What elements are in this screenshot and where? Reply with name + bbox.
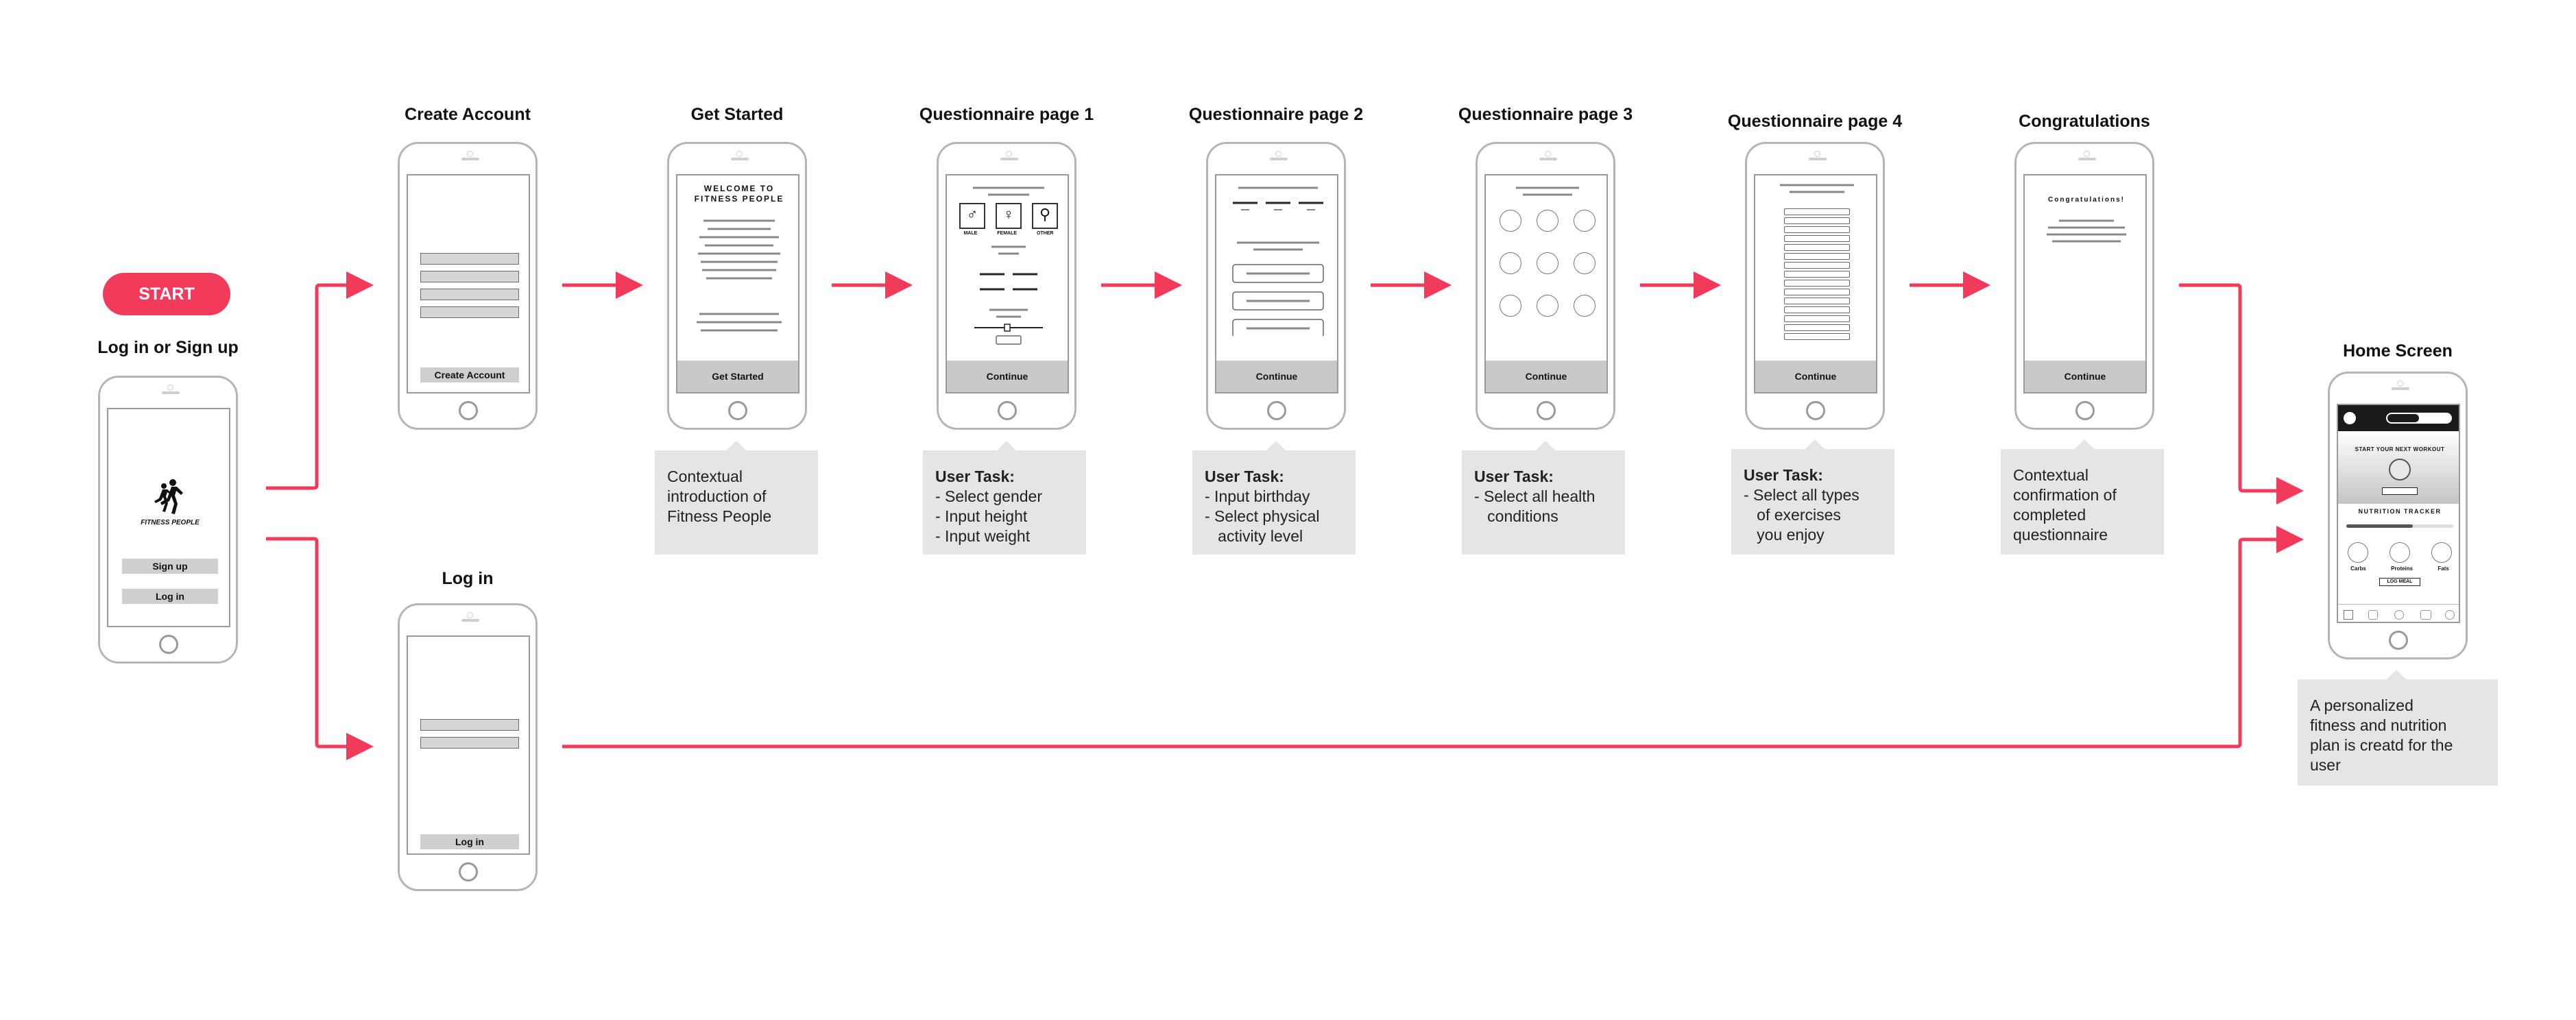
macro-label-carbs: Carbs — [2350, 566, 2366, 572]
male-option[interactable] — [959, 203, 985, 229]
home-top-bar — [2338, 405, 2460, 431]
macro-label-fats: Fats — [2437, 566, 2449, 572]
screen-title-q4: Questionnaire page 4 — [1727, 112, 1903, 131]
phone-get-started — [667, 142, 807, 430]
screen-title-get-started: Get Started — [690, 105, 784, 124]
congrats-heading: Congratulations! — [2048, 196, 2125, 204]
phone-home — [2328, 372, 2468, 659]
birthday-activity-inputs — [1223, 185, 1333, 336]
fats-ring — [2431, 542, 2452, 563]
q2-continue-button[interactable]: Continue — [1216, 361, 1337, 392]
mode-toggle[interactable] — [2386, 413, 2452, 424]
phone-q3 — [1476, 142, 1615, 430]
log-meal-button[interactable]: LOG MEAL — [2379, 578, 2420, 586]
bottom-nav — [2338, 604, 2460, 623]
proteins-ring — [2390, 542, 2410, 563]
note-q1: User Task: - Select gender - Input height - Input weight — [923, 450, 1086, 555]
carbs-ring — [2348, 542, 2368, 563]
congrats-continue-button[interactable]: Continue — [2025, 361, 2145, 392]
form-field[interactable] — [420, 271, 519, 282]
phone-q2 — [1206, 142, 1346, 430]
condition-option[interactable] — [1574, 295, 1596, 317]
condition-option[interactable] — [1574, 210, 1596, 232]
condition-option[interactable] — [1574, 252, 1596, 274]
exercise-option[interactable] — [1784, 271, 1850, 278]
progress-nav-icon[interactable] — [2420, 610, 2431, 620]
logo-text: FITNESS PEOPLE — [141, 519, 200, 526]
screen-title-home: Home Screen — [2343, 341, 2453, 361]
exercise-option[interactable] — [1784, 253, 1850, 260]
height-weight-inputs — [961, 244, 1057, 347]
exercise-option[interactable] — [1784, 217, 1850, 224]
start-pill: START — [103, 273, 230, 315]
exercise-option[interactable] — [1784, 298, 1850, 304]
form-field[interactable] — [420, 719, 519, 731]
female-option[interactable] — [996, 203, 1022, 229]
exercise-option[interactable] — [1784, 324, 1850, 331]
welcome-heading: WELCOME TO — [703, 184, 775, 193]
screen-title-q2: Questionnaire page 2 — [1188, 105, 1364, 124]
phone-login — [398, 603, 538, 891]
gender-label-female: FEMALE — [997, 231, 1018, 236]
login-button[interactable]: Log in — [122, 589, 218, 604]
note-q2: User Task: - Input birthday - Select physical activity level — [1192, 450, 1356, 555]
q1-continue-button[interactable]: Continue — [947, 361, 1068, 392]
runners-icon — [151, 478, 189, 516]
workout-hero — [2338, 431, 2460, 504]
note-q4: User Task: - Select all types of exercises you enjoy — [1731, 449, 1894, 555]
nutrition-nav-icon[interactable] — [2394, 610, 2404, 620]
screen-title-create-account: Create Account — [405, 105, 531, 124]
workout-timer-icon — [2389, 459, 2411, 481]
condition-option[interactable] — [1537, 252, 1558, 274]
nutrition-heading: NUTRITION TRACKER — [2358, 508, 2442, 515]
calorie-progress-bar — [2346, 524, 2453, 528]
exercise-option[interactable] — [1784, 208, 1850, 215]
arrow-to-create-account — [266, 285, 367, 488]
gender-label-other: OTHER — [1037, 231, 1054, 236]
q3-continue-button[interactable]: Continue — [1486, 361, 1606, 392]
condition-option[interactable] — [1500, 295, 1521, 317]
screen-login-signup — [107, 408, 230, 627]
screen-title-q1: Questionnaire page 1 — [919, 105, 1094, 124]
phone-congrats — [2014, 142, 2154, 430]
note-congrats: Contextual confirmation of completed questionnaire — [2001, 449, 2164, 555]
exercise-option[interactable] — [1784, 244, 1850, 251]
exercise-option[interactable] — [1784, 333, 1850, 340]
exercise-option[interactable] — [1784, 289, 1850, 295]
condition-option[interactable] — [1500, 210, 1521, 232]
male-icon: ♂ — [966, 206, 978, 223]
condition-option[interactable] — [1537, 295, 1558, 317]
start-workout-button[interactable] — [2382, 487, 2418, 495]
exercise-option[interactable] — [1784, 262, 1850, 269]
condition-option[interactable] — [1500, 252, 1521, 274]
condition-option[interactable] — [1537, 210, 1558, 232]
screen-title-congrats: Congratulations — [2019, 112, 2150, 131]
phone-create-account — [398, 142, 538, 430]
screen-title-login-signup: Log in or Sign up — [97, 338, 239, 357]
login-submit-button[interactable]: Log in — [420, 834, 519, 849]
note-get-started: Contextual introduction of Fitness People — [655, 450, 818, 555]
gender-label-male: MALE — [963, 231, 978, 236]
arrow-to-home-from-login — [562, 539, 2297, 746]
avatar[interactable] — [2344, 412, 2356, 424]
workout-heading: START YOUR NEXT WORKOUT — [2355, 446, 2445, 452]
macro-label-proteins: Proteins — [2391, 566, 2414, 572]
home-nav-icon[interactable] — [2344, 610, 2353, 620]
note-q3: User Task: - Select all health conditions — [1462, 450, 1625, 555]
other-icon: ⚲ — [1039, 206, 1051, 223]
screen-title-login: Log in — [442, 569, 494, 588]
note-home: A personalized fitness and nutrition plan is creatd for the user — [2298, 679, 2498, 786]
screen-title-q3: Questionnaire page 3 — [1458, 105, 1633, 124]
phone-q4 — [1745, 142, 1885, 430]
welcome-heading-brand: FITNESS PEOPLE — [694, 194, 784, 204]
exercise-option[interactable] — [1784, 226, 1850, 233]
workouts-nav-icon[interactable] — [2368, 610, 2378, 620]
signup-button[interactable]: Sign up — [122, 559, 218, 574]
form-field[interactable] — [420, 306, 519, 318]
phone-login-signup — [98, 376, 238, 664]
arrow-to-login — [266, 539, 367, 746]
phone-q1 — [937, 142, 1076, 430]
settings-nav-icon[interactable] — [2445, 610, 2455, 620]
get-started-button[interactable]: Get Started — [677, 361, 798, 392]
other-option[interactable] — [1032, 203, 1058, 229]
form-field[interactable] — [420, 253, 519, 265]
intro-text-lines — [691, 217, 787, 347]
create-account-button[interactable]: Create Account — [420, 367, 519, 382]
female-icon: ♀ — [1002, 206, 1015, 223]
exercise-option[interactable] — [1784, 280, 1850, 287]
arrow-to-home-from-congrats — [2179, 285, 2297, 491]
form-field[interactable] — [420, 289, 519, 300]
q4-continue-button[interactable]: Continue — [1755, 361, 1876, 392]
exercise-option[interactable] — [1784, 306, 1850, 313]
exercise-option[interactable] — [1784, 235, 1850, 242]
form-field[interactable] — [420, 737, 519, 749]
exercise-option[interactable] — [1784, 315, 1850, 322]
